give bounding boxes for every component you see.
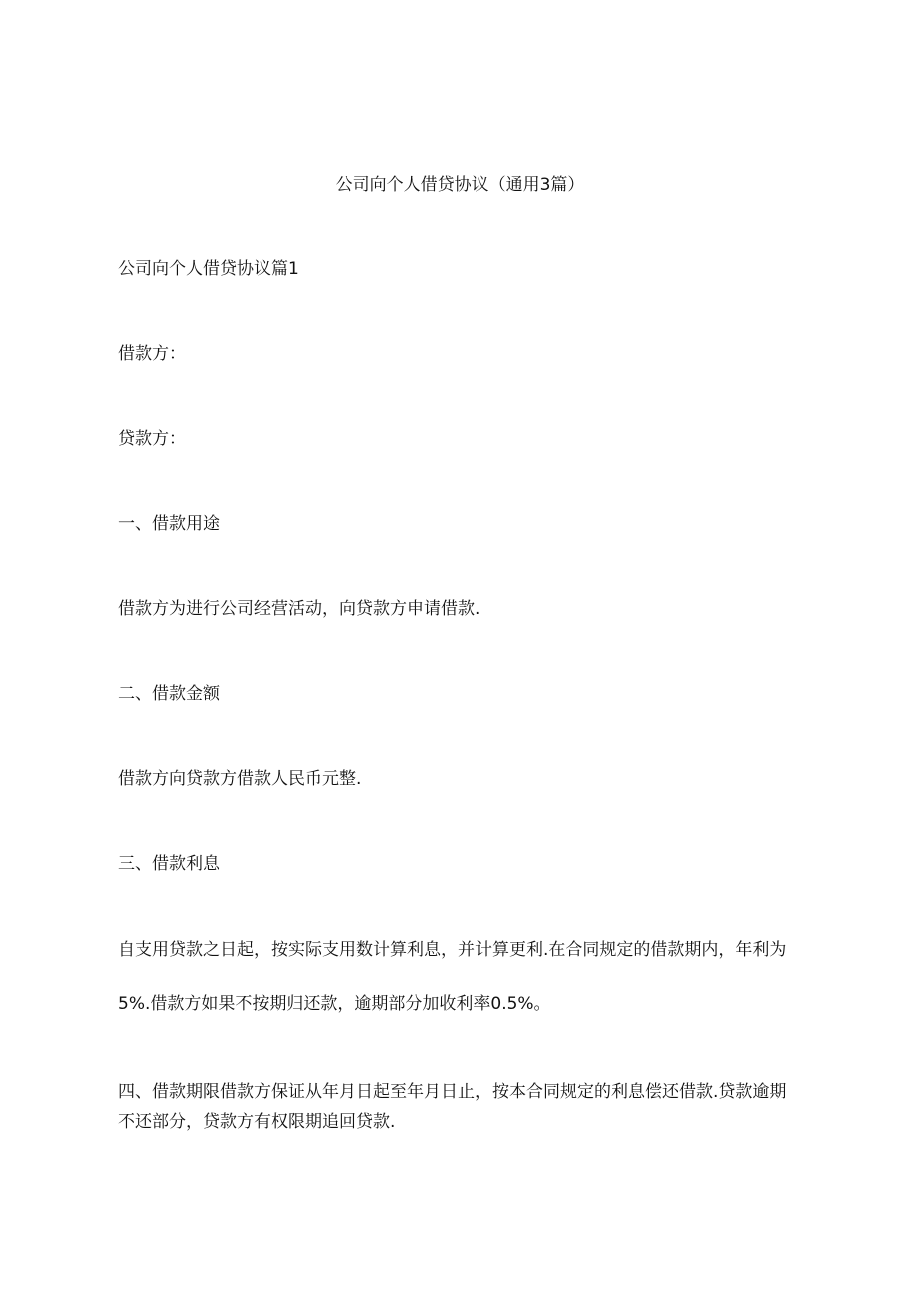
clause-2-body: 借款方向贷款方借款人民币元整. [118, 769, 362, 789]
clause-4-body-line-1: 四、借款期限借款方保证从年月日起至年月日止，按本合同规定的利息偿还借款.贷款逾期 [118, 1082, 787, 1102]
borrower-label: 借款方： [118, 344, 186, 364]
clause-2-heading: 二、借款金额 [118, 684, 220, 704]
clause-1-body: 借款方为进行公司经营活动，向贷款方申请借款. [118, 599, 481, 619]
lender-label: 贷款方： [118, 429, 186, 449]
clause-1-heading: 一、借款用途 [118, 514, 220, 534]
document-title: 公司向个人借贷协议（通用3篇） [335, 175, 585, 195]
clause-4-body-line-2: 不还部分，贷款方有权限期追回贷款. [118, 1112, 396, 1132]
section-heading: 公司向个人借贷协议篇1 [118, 259, 299, 279]
clause-3-heading: 三、借款利息 [118, 854, 220, 874]
clause-3-body-line-2: 5%.借款方如果不按期归还款，逾期部分加收利率0.5%。 [118, 994, 551, 1014]
clause-3-body-line-1: 自支用贷款之日起，按实际支用数计算利息，并计算更利.在合同规定的借款期内，年利为 [118, 940, 787, 960]
